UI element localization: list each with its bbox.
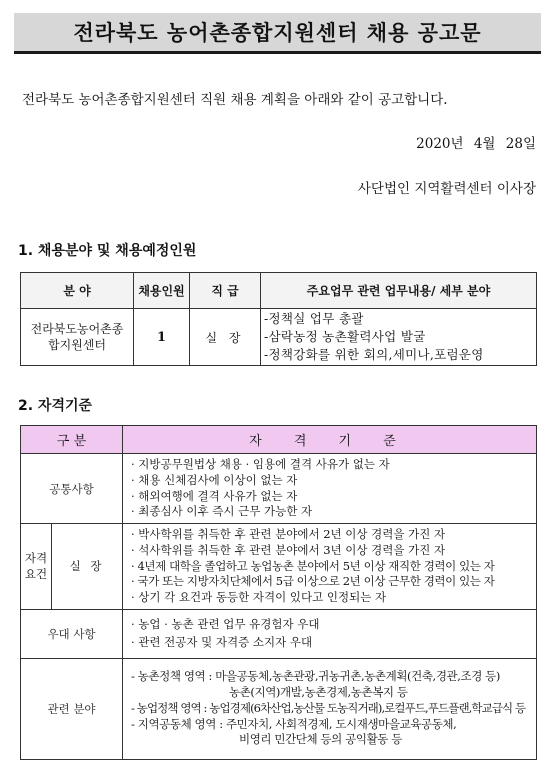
- list-item: · 상기 각 요건과 동등한 자격이 있다고 인정되는 자: [131, 590, 387, 604]
- field-cell: [21, 309, 134, 366]
- page-title: 전라북도 농어촌종합지원센터 채용 공고문: [14, 13, 541, 54]
- signer: 사단법인 지역활력센터 이사장: [357, 181, 536, 197]
- list-item: 농촌(지역)개발,농촌경제,농촌복지 등: [229, 685, 408, 700]
- field-line: 합지원센터: [48, 338, 106, 352]
- list-item: · 국가 또는 지방자치단체에서 5급 이상으로 2년 이상 근무한 경력이 있는 자: [131, 574, 495, 589]
- table-row: [21, 309, 537, 366]
- header-count: 채용인원: [134, 273, 190, 309]
- qualification-table: [20, 425, 537, 760]
- related-label: 관련 분야: [21, 658, 123, 759]
- section2-heading: 2. 자격기준: [18, 398, 93, 414]
- list-item: · 석사학위를 취득한 후 관련 분야에서 3년 이상 경력을 가진 자: [131, 542, 446, 557]
- header-field: 분 야: [21, 273, 134, 309]
- section1-heading: 1. 채용분야 및 채용예정인원: [18, 243, 197, 259]
- count-cell: 1: [134, 309, 190, 366]
- related-content: [123, 658, 537, 759]
- preferred-label: 우대 사항: [21, 609, 123, 658]
- qualification-content: [123, 524, 537, 610]
- list-item: · 4년제 대학을 졸업하고 농업농촌 분야에서 5년 이상 재직한 경력이 있는 자: [131, 558, 495, 573]
- list-item: - 농업정책 영역 : 농업경제(6차산업,농산물 도농직거래),로컬푸드,푸드플랜,학교급식 등: [131, 700, 526, 715]
- list-item: · 박사학위를 취득한 후 관련 분야에서 2년 이상 경력을 가진 자: [131, 527, 446, 541]
- duty-item: -삼락농정 농촌활력사업 발굴: [264, 329, 426, 345]
- table-row: [21, 658, 537, 759]
- duty-item: -정책강화를 위한 회의,세미나,포럼운영: [264, 346, 484, 362]
- duties-cell: [261, 309, 537, 366]
- preferred-content: [123, 609, 537, 658]
- list-item: · 관련 전공자 및 자격증 소지자 우대: [131, 635, 313, 650]
- rank-cell: 실 장: [190, 309, 261, 366]
- table-row: [21, 609, 537, 658]
- recruitment-table-header: [21, 273, 537, 309]
- qualification-rank: 실 장: [52, 524, 123, 610]
- qualification-label: [21, 524, 52, 610]
- list-item: - 농촌정책 영역 : 마을공동체,농촌관광,귀농귀촌,농촌계획(건축,경관,조경 등): [131, 669, 500, 684]
- header-duties: 주요업무 관련 업무내용/ 세부 분야: [261, 273, 537, 309]
- list-item: · 농업 · 농촌 관련 업무 유경험자 우대: [131, 616, 320, 631]
- recruitment-table: [20, 272, 537, 366]
- announcement-date: 2020년 4월 28일: [416, 136, 536, 152]
- header-rank: 직 급: [190, 273, 261, 309]
- qualification-label-line: 요건: [24, 567, 48, 582]
- table-row: [21, 524, 537, 610]
- qualification-label-line: 자격: [24, 551, 48, 566]
- list-item: · 채용 신체검사에 이상이 없는 자: [131, 472, 298, 487]
- list-item: · 지방공무원법상 채용 · 임용에 결격 사유가 없는 자: [131, 457, 390, 471]
- list-item: · 해외여행에 결격 사유가 없는 자: [131, 488, 298, 503]
- table-row: [21, 454, 537, 524]
- list-item: 비영리 민간단체 등의 공익활동 등: [239, 732, 402, 747]
- intro-text: 전라북도 농어촌종합지원센터 직원 채용 계획을 아래와 같이 공고합니다.: [22, 92, 448, 108]
- field-line: 전라북도농어촌종: [30, 321, 124, 336]
- qualification-table-header: [21, 426, 537, 454]
- common-content: [123, 454, 537, 524]
- list-item: · 최종심사 이후 즉시 근무 가능한 자: [131, 504, 313, 519]
- list-item: - 지역공동체 영역 : 주민자치, 사회적경제, 도시재생마을교육공동체,: [131, 716, 457, 731]
- common-label: 공통사항: [21, 454, 123, 524]
- header-category: 구 분: [21, 426, 123, 454]
- duty-item: -정책실 업무 총괄: [264, 311, 364, 327]
- header-criteria: 자 격 기 준: [123, 426, 537, 454]
